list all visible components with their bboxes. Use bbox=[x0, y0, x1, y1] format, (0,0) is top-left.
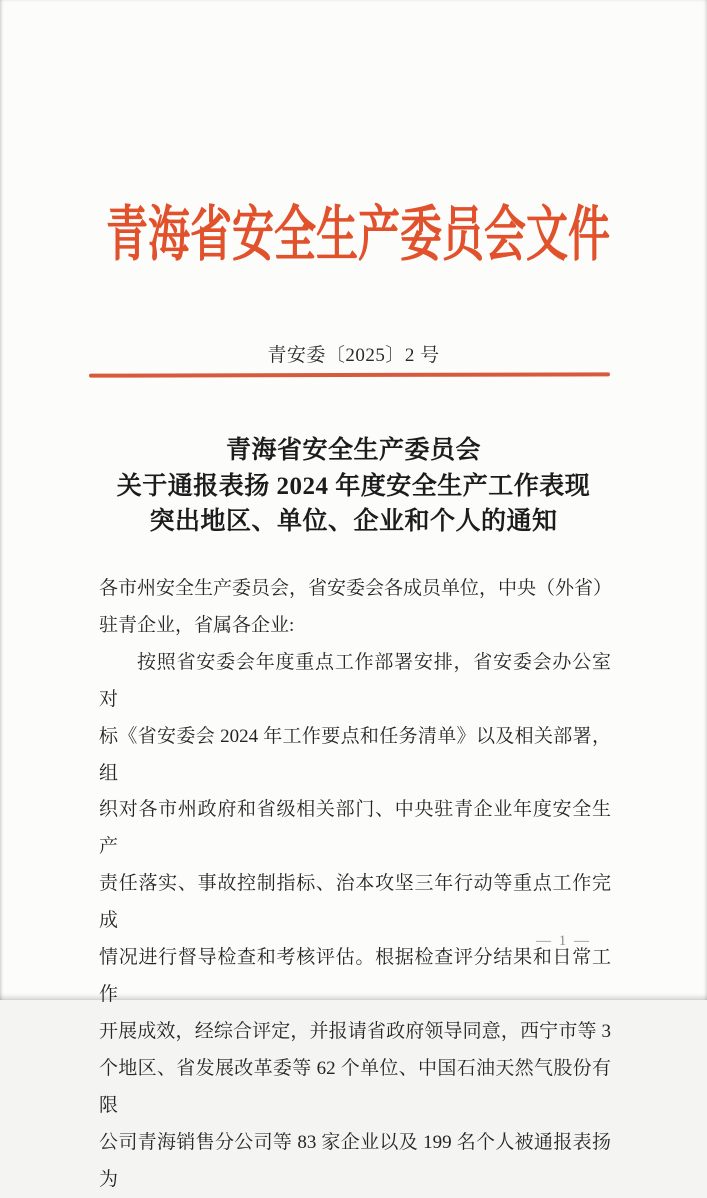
body-text-line: 个地区、省发展改革委等 62 个单位、中国石油天然气股份有限 bbox=[99, 1057, 611, 1116]
body-text-line: 驻青企业，省属各企业: bbox=[99, 614, 295, 636]
body-text-line: 情况进行督导检查和考核评估。根据检查评分结果和日常工作 bbox=[99, 947, 611, 1005]
body-text-line: 各市州安全生产委员会，省安委会各成员单位，中央（外省） bbox=[99, 578, 613, 599]
document-number: 青安委〔2025〕2 号 bbox=[267, 345, 440, 366]
notice-title-line: 青海省安全生产委员会 bbox=[225, 437, 481, 464]
body-text-line: 开展成效，经综合评定，并报请省政府领导同意，西宁市等 3 bbox=[99, 1020, 611, 1042]
body-text-line: 按照省安委会年度重点工作部署安排，省安委会办公室对 bbox=[99, 651, 611, 710]
notice-title-line: 关于通报表扬 2024 年度安全生产工作表现 bbox=[116, 472, 591, 500]
body-text-line: 织对各市州政府和省级相关部门、中央驻青企业年度安全生产 bbox=[99, 799, 611, 858]
notice-title bbox=[0, 433, 707, 540]
page-number: — 1 — bbox=[536, 933, 591, 949]
letterhead-title: 青海省安全生产委员会文件 bbox=[106, 202, 611, 268]
body-text-line: 标《省安委会 2024 年工作要点和任务清单》以及相关部署，组 bbox=[99, 725, 611, 784]
red-divider-line bbox=[89, 372, 610, 377]
body-text-line: 责任落实、事故控制指标、治本攻坚三年行动等重点工作完成 bbox=[99, 873, 611, 932]
notice-title-line: 突出地区、单位、企业和个人的通知 bbox=[149, 508, 558, 535]
body-text-line: 公司青海销售分公司等 83 家企业以及 199 名个人被通报表扬为 bbox=[99, 1131, 611, 1190]
document-body bbox=[99, 571, 611, 1198]
